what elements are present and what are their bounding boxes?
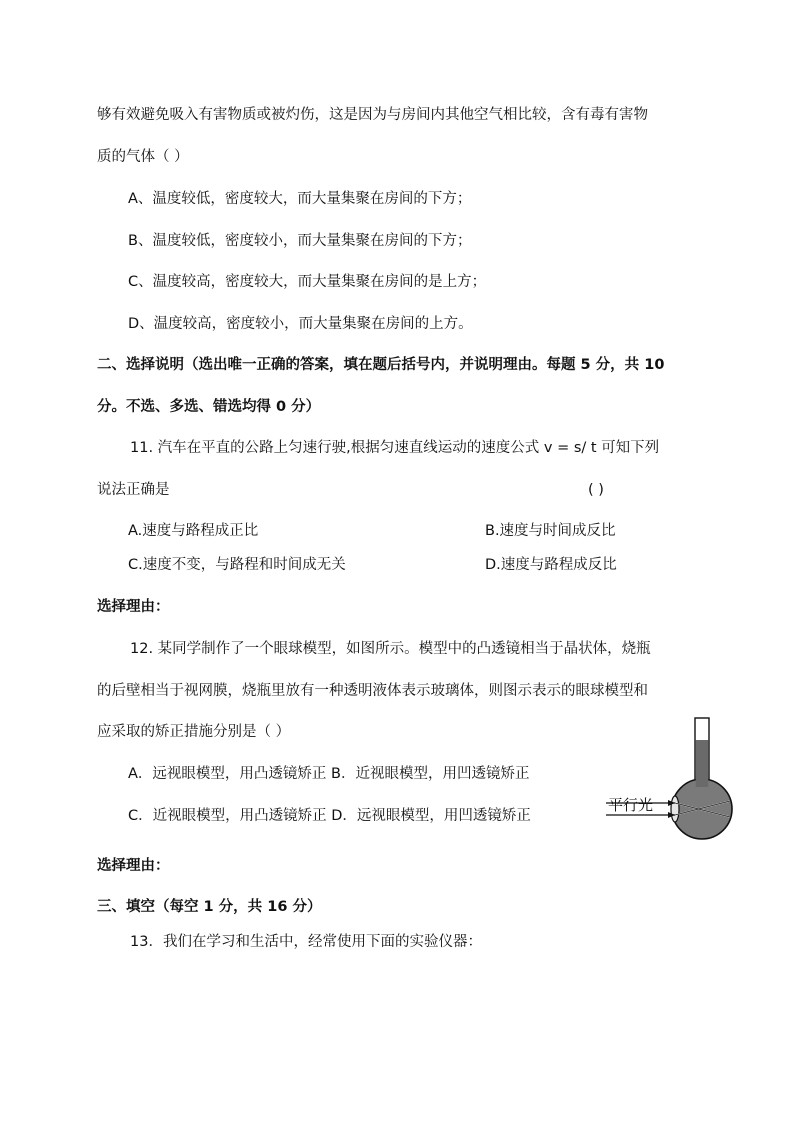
q12-options-line-2: C．近视眼模型，用凸透镜矫正 D．远视眼模型，用凹透镜矫正 bbox=[128, 808, 531, 824]
liquid-join bbox=[696, 775, 709, 787]
q12-text-line-1: 12. 某同学制作了一个眼球模型，如图所示。模型中的凸透镜相当于晶状体，烧瓶 bbox=[130, 641, 651, 657]
q11-reason-label: 选择理由： bbox=[97, 599, 170, 615]
q13-text: 13．我们在学习和生活中，经常使用下面的实验仪器： bbox=[130, 934, 482, 950]
q10-option-a: A、温度较低，密度较大，而大量集聚在房间的下方； bbox=[128, 191, 472, 207]
q12-reason-label: 选择理由： bbox=[97, 858, 170, 874]
q10-option-b: B、温度较低，密度较小，而大量集聚在房间的下方； bbox=[128, 233, 472, 249]
eye-model-figure bbox=[604, 715, 754, 855]
q12-text-line-3: 应采取的矫正措施分别是（ ） bbox=[97, 724, 291, 740]
parallel-light-label: 平行光 bbox=[608, 796, 654, 814]
section3-heading: 三、填空（每空 1 分，共 16 分） bbox=[97, 899, 322, 915]
q10-text-line-1: 够有效避免吸入有害物质或被灼伤，这是因为与房间内其他空气相比较，含有毒有害物 bbox=[97, 107, 648, 123]
q11-answer-bracket: ( ) bbox=[588, 482, 604, 498]
section2-heading-line-2: 分。不选、多选、错选均得 0 分） bbox=[97, 399, 321, 415]
q10-option-d: D、温度较高，密度较小，而大量集聚在房间的上方。 bbox=[128, 316, 473, 332]
flask-diagram bbox=[604, 715, 754, 855]
q12-options-line-1: A．远视眼模型，用凸透镜矫正 B．近视眼模型，用凹透镜矫正 bbox=[128, 766, 530, 782]
q11-option-b: B.速度与时间成反比 bbox=[485, 523, 616, 539]
q10-text-line-2: 质的气体（ ） bbox=[97, 149, 189, 165]
q10-option-c: C、温度较高，密度较大，而大量集聚在房间的是上方； bbox=[128, 274, 487, 290]
q11-option-d: D.速度与路程成反比 bbox=[485, 557, 617, 573]
q11-text-line-2: 说法正确是 bbox=[97, 482, 170, 498]
section2-heading-line-1: 二、选择说明（选出唯一正确的答案，填在题后括号内，并说明理由。每题 5 分，共 10 bbox=[97, 357, 665, 373]
q11-option-c: C.速度不变，与路程和时间成无关 bbox=[128, 557, 346, 573]
flask-bulb bbox=[672, 779, 732, 839]
q11-option-a: A.速度与路程成正比 bbox=[128, 523, 259, 539]
convex-lens bbox=[671, 796, 679, 822]
q12-text-line-2: 的后壁相当于视网膜，烧瓶里放有一种透明液体表示玻璃体，则图示表示的眼球模型和 bbox=[97, 683, 648, 699]
q11-text-line-1: 11. 汽车在平直的公路上匀速行驶,根据匀速直线运动的速度公式 v = s/ t 可知下列 bbox=[130, 440, 660, 456]
